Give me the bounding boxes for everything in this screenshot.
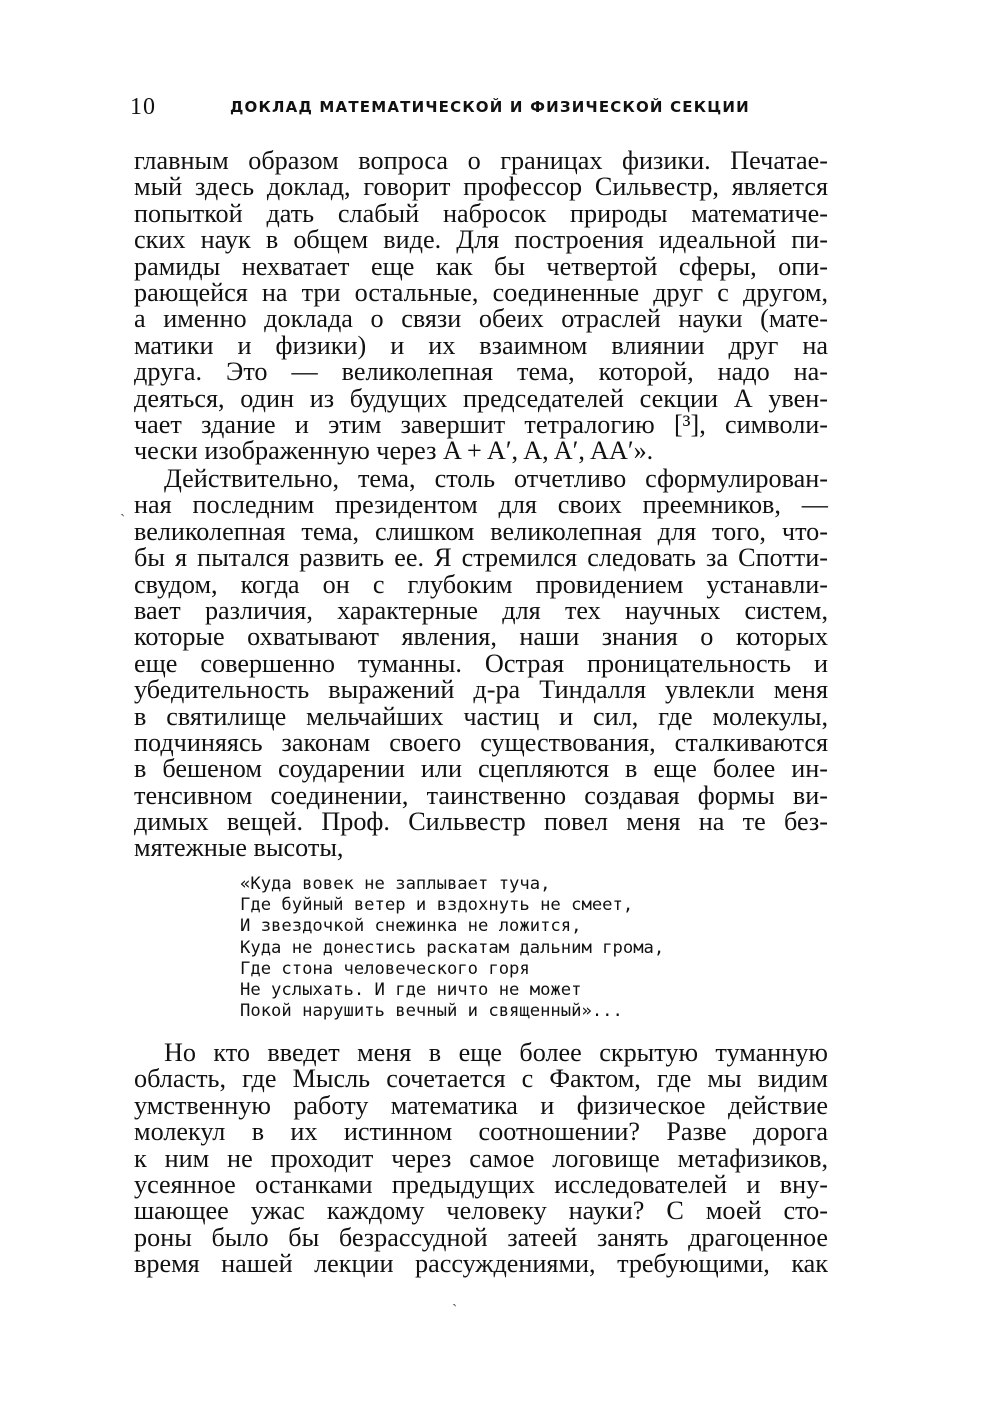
text-line: шающее ужас каждому человеку науки? С моей сто-: [134, 1196, 828, 1226]
text-line: умственную работу математика и физическое действие: [134, 1090, 828, 1120]
text-line: в святилище мельчайших частиц и сил, где молекулы,: [134, 701, 828, 731]
text-line: рамиды нехватает еще как бы четвертой сферы, опи-: [134, 251, 828, 281]
text-line: деяться, один из будущих председателей секции А увен-: [134, 383, 828, 413]
text-line: роны было бы безрассудной затеей занять драгоценное: [134, 1222, 828, 1252]
margin-speck: ˎ: [120, 500, 126, 517]
text-line: мятежные высоты,: [134, 833, 344, 863]
text-line: главным образом вопроса о границах физики. Печатае-: [134, 146, 828, 175]
text-line: друга. Это — великолепная тема, которой, надо на-: [134, 357, 828, 387]
text-line: в бешеном соударении или сцепляются в еще более ин-: [134, 754, 828, 784]
poem-line: Где стона человеческого горя: [240, 958, 530, 979]
paragraph-1: [134, 148, 828, 465]
text-line: молекул в их истинном соотношении? Разве дорога: [134, 1117, 828, 1147]
poem-line: И звездочкой снежинка не ложится,: [240, 916, 582, 937]
text-line: чески изображенную через A + A′, A, A′, AA′».: [134, 436, 654, 466]
text-line: рающейся на три остальные, соединенные друг с другом,: [134, 277, 828, 307]
page-number: 10: [130, 94, 156, 120]
text-line: бы я пытался развить ее. Я стремился следовать за Спотти-: [134, 543, 828, 573]
text-line: свудом, когда он с глубоким провидением устанавли-: [134, 569, 828, 599]
text-line: еще совершенно туманны. Острая проницательность и: [134, 648, 828, 678]
text-line: Но кто введет меня в еще более скрытую туманную: [164, 1038, 828, 1067]
text-line: область, где Мысль сочетается с Фактом, где мы видим: [134, 1064, 828, 1094]
text-line: а именно доклада о связи обеих отраслей науки (мате-: [134, 304, 828, 334]
poem-quotation: [240, 874, 664, 1022]
text-line: великолепная тема, слишком великолепная для того, что-: [134, 516, 828, 546]
paragraph-3: [134, 1040, 828, 1278]
text-line: Действительно, тема, столь отчетливо сформулирован-: [164, 464, 828, 493]
text-line: подчиняясь законам своего существования, сталкиваются: [134, 727, 828, 757]
text-line: ная последним президентом для своих преемников, —: [134, 490, 828, 520]
text-line: чает здание и этим завершит тетралогию [³], символи-: [134, 409, 828, 439]
paragraph-2: [134, 466, 828, 862]
text-line: которые охватывают явления, наши знания о которых: [134, 622, 828, 652]
text-line: матики и физики) и их взаимном влиянии друг на: [134, 330, 828, 360]
text-line: тенсивном соединении, таинственно создавая формы ви-: [134, 780, 828, 810]
poem-line: Не услыхать. И где ничто не может: [240, 980, 582, 1001]
text-line: время нашей лекции рассуждениями, требующими, как: [134, 1249, 828, 1279]
text-line: к ним не проходит через самое логовище метафизиков,: [134, 1143, 828, 1173]
text-line: убедительность выражений д-ра Тиндалля увлекли меня: [134, 675, 828, 705]
text-line: мый здесь доклад, говорит профессор Сильвестр, является: [134, 172, 828, 202]
text-line: димых вещей. Проф. Сильвестр повел меня на те без-: [134, 807, 828, 837]
poem-line: Куда не донестись раскатам дальним грома,: [240, 937, 665, 958]
text-line: ских наук в общем виде. Для построения идеальной пи-: [134, 225, 828, 255]
margin-speck: ˎ: [452, 1290, 458, 1307]
poem-line: «Куда вовек не заплывает туча,: [240, 874, 551, 894]
poem-line: Покой нарушить вечный и священный»...: [240, 1001, 623, 1022]
poem-line: Где буйный ветер и вздохнуть не смеет,: [240, 895, 634, 916]
text-line: усеянное останками предыдущих исследователей и вну-: [134, 1169, 828, 1199]
text-line: вает различия, характерные для тех научных систем,: [134, 595, 828, 625]
running-title: ДОКЛАД МАТЕМАТИЧЕСКОЙ И ФИЗИЧЕСКОЙ СЕКЦИИ: [230, 98, 750, 116]
running-header: [130, 94, 830, 124]
text-line: попыткой дать слабый набросок природы математиче-: [134, 198, 828, 228]
